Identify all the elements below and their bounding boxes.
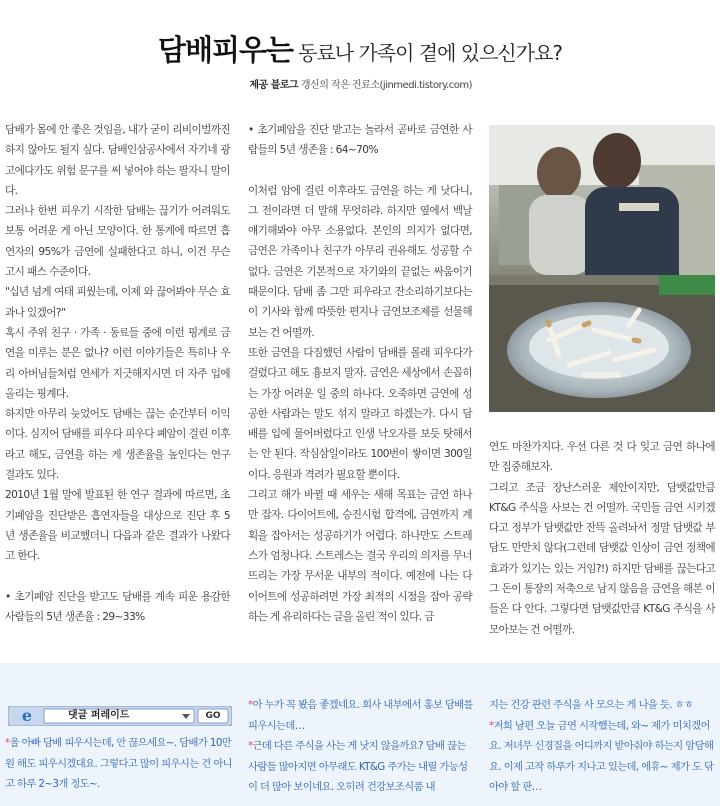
comments-column-3 bbox=[489, 695, 715, 798]
comment-star-icon: * bbox=[5, 737, 10, 749]
source-text: 갱신의 작은 진료소(jinmedi.tistory.com) bbox=[300, 80, 472, 91]
source-credit bbox=[249, 76, 472, 91]
paragraph: 담배가 몸에 안 좋은 것임을, 내가 굳이 리비이벌까진 하지 않아도 될지 싶다. 담배인삼공사에서 자기네 광고에다가도 위험 문구를 써 넣어야 하는 팔자니 말이다. bbox=[5, 124, 230, 197]
comment-text: 근데 다른 주식을 사는 게 낫지 않을까요? 담배 끊는 사람들 많아지면 아무래도 KT&G 주가는 내릴 가능성이 더 많아 보이네요. 오히려 건강보조식품 내 bbox=[248, 740, 468, 793]
comment-item bbox=[248, 695, 474, 736]
comment-item bbox=[5, 733, 233, 795]
paragraph: 2010년 1월 말에 발표된 한 연구 결과에 따르면, 초기폐암을 진단받은 흡연자들을 대상으로 진단 후 5년 생존율을 비교했더니 다음과 같은 결과가 나왔다고 한다. bbox=[5, 489, 230, 563]
paragraph-gap bbox=[248, 161, 472, 181]
comments-column-1 bbox=[5, 733, 233, 795]
go-button[interactable]: GO bbox=[205, 711, 221, 721]
comment-parade-banner[interactable] bbox=[8, 706, 232, 726]
title-bold: 담배피우는 bbox=[157, 33, 294, 67]
paragraph: 또한 금연을 다짐했던 사람이 담배를 몰래 피우다가 걸렸다고 해도 흉보지 말자. 금연은 세상에서 손꼽히는 가장 어려운 일 중의 하나다. 오죽하면 금연에 성공한 사람과는 말도 섞지 말라고 하겠는가. 다시 담배를 입에 물어버렸다고 인생 낙오자를 보듯 탓해서는 안 된다. 작심삼일이라도 100번이 쌓이면 300일이다. 응원과 격려가 필요할 뿐이다. bbox=[248, 346, 472, 481]
paragraph: 그리고 해가 바뀔 때 세우는 새해 목표는 금연 하나만 잡자. 다이어트에, 승진시험 합격에, 금연까지 계획을 잡아서는 성공하기가 어렵다. 하나만도 스트레스가 엄청나다. 스트레스는 결국 우리의 의지를 무너뜨리는 가장 무서운 내부의 적이다. 예전에 나는 다이어트에 성공하려면 가장 최적의 시점을 잡아 공략하는 게 유리하다는 글을 올린 적이 있다. 금 bbox=[248, 489, 472, 623]
paragraph: "십년 넘게 여태 피웠는데, 이제 와 끊어봐야 무슨 효과나 있겠어?" bbox=[5, 286, 230, 319]
comment-star-icon: * bbox=[248, 699, 253, 711]
paragraph: 하지만 아무리 늦었어도 담배는 끊는 순간부터 이익이다. 심지어 담배를 피우다 피우다 폐암이 걸린 이후라고 해도, 금연을 하는 게 생존율을 높인다는 연구 결과도 있다. bbox=[5, 408, 230, 482]
paragraph: 연도 마찬가지다. 우선 다른 것 다 잊고 금연 하나에만 집중해보자. bbox=[489, 441, 715, 474]
paragraph: 이처럼 암에 걸린 이후라도 금연을 하는 게 낫다니, 그 전이라면 더 말해 무엇하랴. 하지만 옆에서 백날 얘기해봐야 아무 소용없다. 본인의 의지가 없다면, 금연은 가족이나 친구가 아무리 권유해도 성공할 수 없다. 금연은 기본적으로 자기와의 끝없는 싸움이기 때문이다. 담배 좀 그만 피우라고 잔소리하기보다는 이 기사와 함께 따뜻한 편지나 금연보조제를 선물해보는 건 어떨까. bbox=[248, 184, 472, 339]
comment-star-icon: * bbox=[489, 719, 494, 732]
comment-text: 울 아빠 담배 피우시는데, 안 끊으세요~. 담배가 10만 원 해도 피우시겠대요. 그렇다고 많이 피우시는 건 아니고 하루 2~3개 정도~. bbox=[5, 737, 233, 790]
comment-item bbox=[489, 716, 715, 798]
comment-star-icon: * bbox=[248, 740, 253, 752]
comment-text: 저희 남편 오늘 금연 시작했는데, 와~ 제가 미치겠어요. 저녀무 신경질을 어디까지 받아줘야 하는지 암담해요. 이제 고작 하루가 지나고 있는데, 에휴~ 제가 도 닦아야 할 판… bbox=[489, 719, 714, 793]
paragraph: • 초기폐암을 진단 받고는 놀라서 곧바로 금연한 사람들의 5년 생존율 : 64~70% bbox=[248, 124, 472, 157]
paragraph: 그러나 한번 피우기 시작한 담배는 끊기가 어려워도 보통 어려운 게 아닌 모양이다. 한 통계에 따르면 흡연자의 95%가 금연에 실패한다고 하니, 이건 무슨 고시 패스 수준이다. bbox=[5, 205, 230, 279]
photo-illustration bbox=[489, 125, 715, 412]
ie-logo-icon: e bbox=[21, 706, 33, 725]
smoking-photo bbox=[489, 125, 715, 412]
paragraph: • 초기폐암 진단을 받고도 담배를 계속 피운 용감한 사람들의 5년 생존율 : 29~33% bbox=[5, 590, 230, 623]
comment-text: 지는 건강 관련 주식을 사 모으는 게 나을 듯. ㅎㅎ bbox=[489, 699, 694, 711]
page-title bbox=[0, 28, 720, 69]
title-rest: 동료나 가족이 곁에 있으신가요? bbox=[298, 41, 563, 65]
paragraph: 혹시 주위 친구 · 가족 · 동료들 중에 이런 핑계로 금연을 미루는 분은 없나? 이런 이야기들은 특히나 우리 아버님들처럼 연세가 지긋해지시면 더 자주 입에 올리는 핑계다. bbox=[5, 326, 230, 400]
paragraph-gap bbox=[5, 567, 230, 587]
comment-item bbox=[489, 695, 715, 716]
source-label: 제공 블로그 bbox=[249, 80, 299, 91]
comments-column-2 bbox=[248, 695, 474, 798]
comment-text: 아 누가 꼭 봤음 좋겠네요. 회사 내부에서 홍보 담배를 피우시는데… bbox=[248, 699, 473, 732]
paragraph: 그리고 조금 장난스러운 제안이지만, 담뱃값만큼 KT&G 주식을 사보는 건 어떨까. 국민들 금연 시키겠다고 정부가 담뱃값만 잔뜩 올려놔서 정말 담뱃값 부담도 만만치 않다(그런데 담뱃값 인상이 금연 정책에 효과가 있기는 있는 거임?!) 하지만 담배를 끊는다고 그 돈이 통장의 저축으로 남지 않음을 금연을 해본 이들은 다 안다. 그렇다면 담뱃값만큼 KT&G 주식을 사 모아보는 건 어떨까. bbox=[489, 481, 715, 636]
article-column-2 bbox=[248, 120, 472, 627]
comment-item bbox=[248, 736, 474, 798]
article-column-1 bbox=[5, 120, 230, 627]
banner-label: 댓글 퍼레이드 bbox=[68, 710, 130, 721]
article-column-3 bbox=[489, 437, 715, 640]
